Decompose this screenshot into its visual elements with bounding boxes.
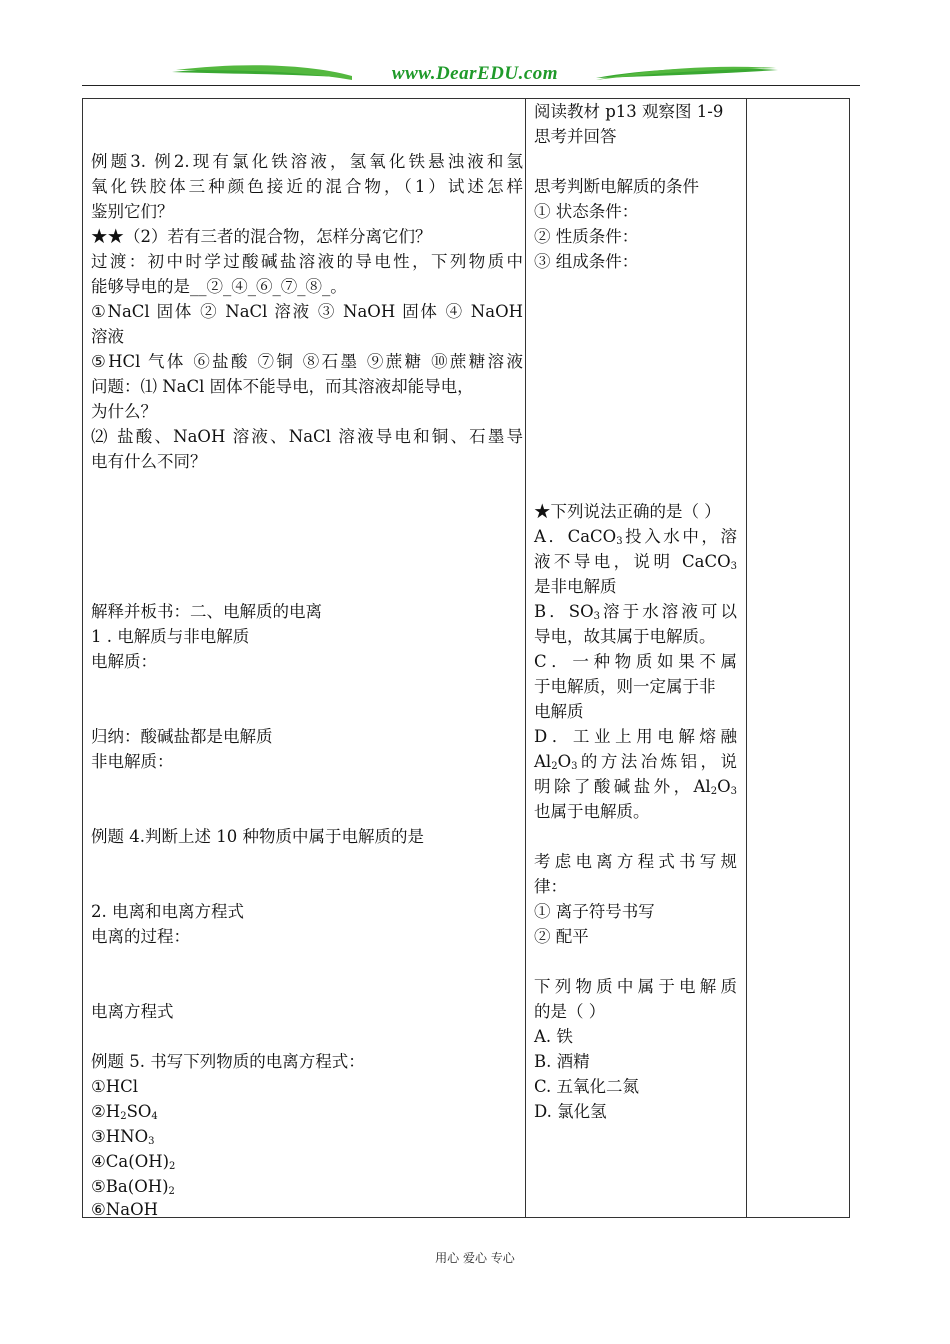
- question1-line2: 为什么？: [91, 402, 157, 421]
- option-b-line2: 导电，故其属于电解质。: [534, 627, 716, 646]
- option-c-line1: C．一种物质如果不属: [534, 652, 737, 671]
- exercise2-option-b: B. 酒精: [534, 1052, 590, 1071]
- ionization-process-label: 电离的过程：: [91, 927, 190, 946]
- substances-line3: ⑤HCl 气体 ⑥盐酸 ⑦铜 ⑧石墨 ⑨蔗糖 ⑩蔗糖溶液: [91, 352, 523, 371]
- substances-line2: 溶液: [91, 327, 124, 346]
- option-a-line1: A．CaCO$_3$投入水中，溶: [534, 527, 738, 547]
- think-answer-line: 思考并回答: [534, 127, 617, 146]
- lesson-table: [82, 98, 850, 1218]
- subsection-1: 1 . 电解质与非电解质: [91, 627, 250, 646]
- transition-line1: 过渡：初中时学过酸碱盐溶液的导电性，下列物质中: [91, 252, 523, 271]
- exercise2-option-c: C. 五氧化二氮: [534, 1077, 640, 1096]
- subsection-2: 2. 电离和电离方程式: [91, 902, 244, 921]
- exercise1-title: ★下列说法正确的是（ ）: [534, 502, 721, 521]
- condition-state: ① 状态条件：: [534, 202, 639, 221]
- section-title: 解释并板书：二、电解质的电离: [91, 602, 322, 621]
- formula-naoh: ⑥NaOH: [91, 1200, 158, 1219]
- example3-line3: 鉴别它们？: [91, 202, 174, 221]
- column-divider-2: [746, 99, 747, 1217]
- read-textbook-line: 阅读教材 p13 观察图 1-9: [534, 102, 724, 121]
- ionization-equation-label: 电离方程式: [91, 1002, 174, 1021]
- rule-balance: ② 配平: [534, 927, 589, 946]
- page-footer: 用心 爱心 专心: [435, 1251, 515, 1265]
- option-b-line1: B．$SO_3$溶于水溶液可以: [534, 602, 737, 622]
- option-a-line2: 液不导电，说明 CaCO$_3$: [534, 552, 737, 572]
- example4-line: 例题 4.判断上述 10 种物质中属于电解质的是: [91, 827, 424, 846]
- substances-line1: ①NaCl 固体 ② NaCl 溶液 ③ NaOH 固体 ④ NaOH: [91, 302, 523, 321]
- non-electrolyte-label: 非电解质：: [91, 752, 174, 771]
- example3-question2: ★★（2）若有三者的混合物，怎样分离它们？: [91, 227, 432, 246]
- column-divider-1: [525, 99, 526, 1217]
- option-d-line1: D．工业上用电解熔融: [534, 727, 737, 746]
- exercise2-option-d: D. 氯化氢: [534, 1102, 607, 1121]
- question1-line1: 问题：⑴ NaCl 固体不能导电，而其溶液却能导电，: [91, 377, 474, 396]
- option-d-line3: 明除了酸碱盐外，$Al_2O_3$: [534, 777, 737, 797]
- electrolyte-label: 电解质：: [91, 652, 157, 671]
- question2-line1: ⑵ 盐酸、NaOH 溶液、NaCl 溶液导电和铜、石墨导: [91, 427, 523, 446]
- summary-line: 归纳：酸碱盐都是电解质: [91, 727, 273, 746]
- rule-ion-symbols: ① 离子符号书写: [534, 902, 655, 921]
- conditions-title: 思考判断电解质的条件: [534, 177, 699, 196]
- rules-title-line1: 考虑电离方程式书写规: [534, 852, 737, 871]
- option-c-line3: 电解质: [534, 702, 584, 721]
- exercise2-option-a: A. 铁: [534, 1027, 573, 1046]
- option-d-line2: $Al_2O_3$的方法冶炼铝，说: [534, 752, 737, 772]
- header-rule: [82, 85, 860, 86]
- option-d-line4: 也属于电解质。: [534, 802, 650, 821]
- logo-text: www.DearEDU.com: [391, 63, 559, 84]
- formula-hno3: $③HNO_3$: [91, 1127, 155, 1147]
- option-a-line3: 是非电解质: [534, 577, 617, 596]
- formula-baoh2: $⑤Ba(OH)_2$: [91, 1177, 175, 1197]
- example5-line: 例题 5. 书写下列物质的电离方程式：: [91, 1052, 365, 1071]
- formula-h2so4: $②H_2SO_4$: [91, 1102, 158, 1122]
- formula-caoh2: $④Ca(OH)_2$: [91, 1152, 176, 1172]
- example3-line2: 氧化铁胶体三种颜色接近的混合物，（1）试述怎样: [91, 177, 523, 196]
- rules-title-line2: 律：: [534, 877, 567, 896]
- condition-composition: ③ 组成条件：: [534, 252, 639, 271]
- exercise2-line2: 的是（ ）: [534, 1002, 606, 1021]
- option-c-line2: 于电解质，则一定属于非: [534, 677, 716, 696]
- formula-hcl: ①HCl: [91, 1077, 139, 1096]
- transition-line2: 能够导电的是__②_④_⑥_⑦_⑧_。: [91, 277, 347, 296]
- condition-property: ② 性质条件：: [534, 227, 639, 246]
- example3-line1: 例题3. 例2.现有氯化铁溶液，氢氧化铁悬浊液和氢: [91, 152, 523, 171]
- exercise2-line1: 下列物质中属于电解质: [534, 977, 737, 996]
- question2-line2: 电有什么不同？: [91, 452, 207, 471]
- header-logo: [0, 0, 950, 98]
